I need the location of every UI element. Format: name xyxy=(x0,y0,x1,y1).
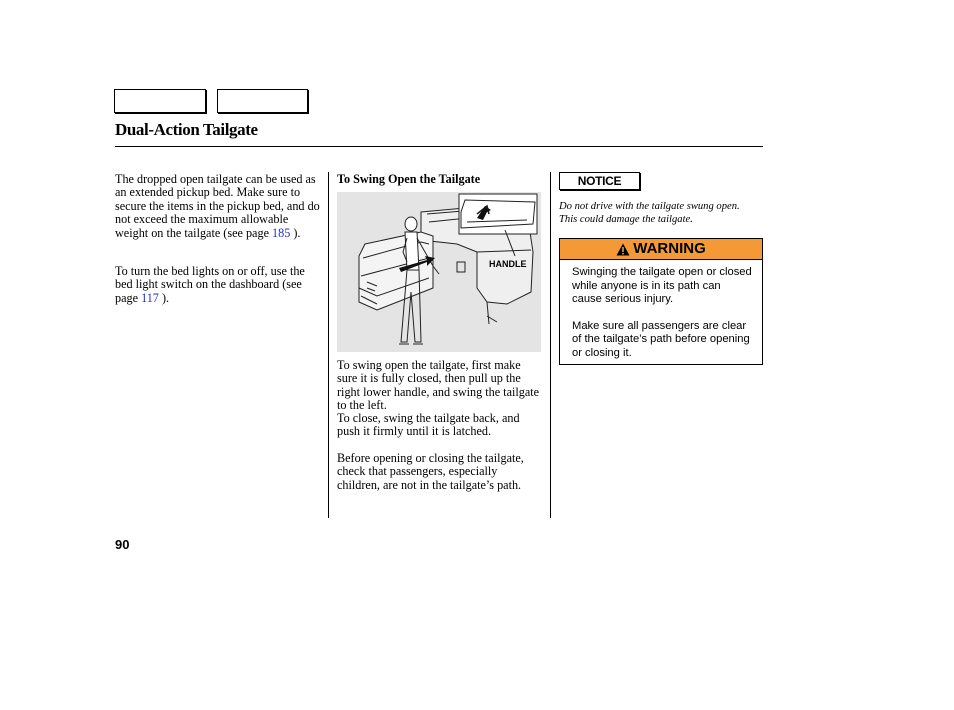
warning-paragraph-2: Make sure all passengers are clear of the tailgate’s path before opening or closing it. xyxy=(572,319,750,359)
warning-box xyxy=(559,238,763,365)
left-paragraph-2: To turn the bed lights on or off, use the bed light switch on the dashboard (see page 117 ). xyxy=(115,264,305,305)
title-rule xyxy=(115,146,763,147)
warning-triangle-icon xyxy=(616,243,630,256)
middle-paragraph-1: To swing open the tailgate, first make sure it is fully closed, then pull up the right lower handle, and swing the tailgate to the left. xyxy=(337,358,540,413)
page-title: Dual-Action Tailgate xyxy=(115,120,258,139)
section-subheading: To Swing Open the Tailgate xyxy=(337,172,481,186)
nav-button-2[interactable] xyxy=(217,89,308,113)
tailgate-illustration xyxy=(337,192,541,352)
column-divider-1 xyxy=(328,172,329,518)
warning-label: WARNING xyxy=(633,240,706,257)
page-link-117[interactable]: 117 xyxy=(141,290,159,305)
warning-paragraph-1: Swinging the tailgate open or closed while anyone is in its path can cause serious injury. xyxy=(572,266,752,305)
left-paragraph-1: The dropped open tailgate can be used as an extended pickup bed. Make sure to secure the items in the pickup bed, and do not exceed the maximum allowable weight on the tailgate (see page 185 ). xyxy=(115,172,320,240)
figure-handle-label: HANDLE xyxy=(489,259,527,269)
page-link-185[interactable]: 185 xyxy=(272,225,291,240)
notice-label: NOTICE xyxy=(559,172,640,190)
notice-text: Do not drive with the tailgate swung open. This could damage the tailgate. xyxy=(559,201,740,225)
nav-button-1[interactable] xyxy=(114,89,206,113)
page-number: 90 xyxy=(115,537,130,552)
warning-header xyxy=(560,239,762,260)
middle-paragraph-3: Before opening or closing the tailgate, check that passengers, especially children, are not in the tailgate’s path. xyxy=(337,451,524,492)
column-divider-2 xyxy=(550,172,551,518)
tailgate-drawing xyxy=(337,192,541,352)
middle-paragraph-2: To close, swing the tailgate back, and push it firmly until it is latched. xyxy=(337,411,520,439)
